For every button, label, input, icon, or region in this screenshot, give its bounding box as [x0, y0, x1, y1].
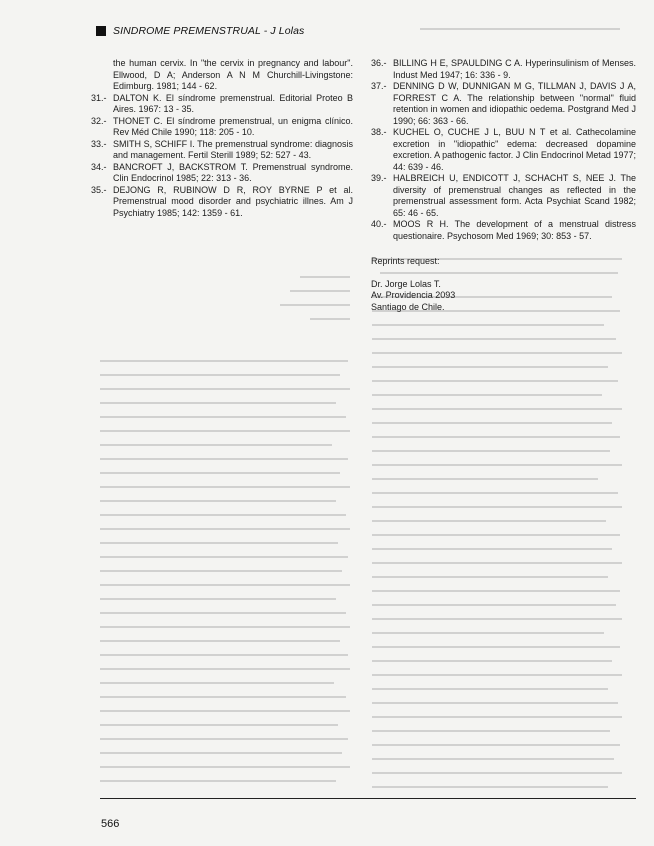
reference-item	[91, 162, 353, 185]
reference-text: BILLING H E, SPAULDING C A. Hyperinsulinism of Menses. Indust Med 1947; 16: 336 - 9.	[393, 58, 636, 80]
reference-number: 38.-	[371, 127, 387, 137]
reference-number: 31.-	[91, 92, 107, 103]
reference-text: BANCROFT J, BACKSTROM T. Premenstrual syndrome. Clin Endocrinol 1985; 22: 313 - 36.	[113, 161, 353, 183]
running-header-title: SINDROME PREMENSTRUAL - J Lolas	[113, 25, 305, 37]
page-number: 566	[101, 818, 120, 830]
running-header	[96, 24, 304, 38]
reference-text: DEJONG R, RUBINOW D R, ROY BYRNE P et al. Premenstrual mood disorder and psychiatric illnes. Am J Psychiatry 1985; 142: 1359 - 61.	[113, 184, 353, 218]
reference-item	[91, 185, 353, 220]
reference-text: the human cervix. In "the cervix in pregnancy and labour". Ellwood, D A; Anderson A N M Churchill-Livingstone: Edimburg. 1981; 144 - 62.	[113, 58, 353, 91]
header-square-mark	[96, 26, 106, 36]
references-right-column	[371, 58, 636, 313]
reference-item	[371, 219, 636, 242]
reference-text: DALTON K. El síndrome premenstrual. Editorial Proteo B Aires. 1967: 13 - 35.	[113, 92, 353, 114]
reference-text: KUCHEL O, CUCHE J L, BUU N T et al. Cathecolamine excretion in "idiopathic" edema: decreased dopamine excretion. A pathogenic factor. J Clin Endocrinol Metad 1977; 44: 639 - 46.	[393, 127, 636, 172]
reference-item	[371, 127, 636, 173]
reference-number: 35.-	[91, 184, 107, 195]
footer-rule	[100, 798, 636, 799]
reference-text: MOOS R H. The development of a menstrual distress questionaire. Psychosom Med 1969; 30: 853 - 57.	[393, 219, 636, 241]
reference-number: 40.-	[371, 219, 387, 229]
reference-continued	[91, 58, 353, 93]
reference-item	[91, 139, 353, 162]
reference-number: 39.-	[371, 173, 387, 183]
reprints-address	[371, 279, 636, 314]
reprints-heading: Reprints request:	[371, 256, 440, 266]
address-street: Av. Providencia 2093	[371, 290, 456, 300]
reference-number: 37.-	[371, 81, 387, 91]
address-city: Santiago de Chile.	[371, 301, 445, 312]
reference-text: DENNING D W, DUNNIGAN M G, TILLMAN J, DAVIS J A, FORREST C A. The relationship between "normal" fluid retention in women and idiopathic oedema. Postgrand Med J 1990; 66: 363 - 66.	[393, 81, 636, 126]
reference-text: SMITH S, SCHIFF I. The premenstrual syndrome: diagnosis and management. Fertil Sterill 1989; 52: 527 - 43.	[113, 138, 353, 160]
reference-item	[371, 173, 636, 219]
reference-text: THONET C. El síndrome premenstrual, un enigma clínico. Rev Méd Chile 1990; 118: 205 - 10.	[113, 115, 353, 137]
reference-item	[91, 93, 353, 116]
address-name: Dr. Jorge Lolas T.	[371, 278, 441, 289]
reference-item	[91, 116, 353, 139]
reference-number: 34.-	[91, 161, 107, 172]
reference-number: 36.-	[371, 58, 387, 68]
reference-text: HALBREICH U, ENDICOTT J, SCHACHT S, NEE J. The diversity of premenstrual changes as reflected in the premenstrual assessment form. Acta Psychiat Scand 1982; 65: 46 - 65.	[393, 173, 636, 218]
references-left-column	[91, 58, 353, 219]
reference-item	[371, 81, 636, 127]
reference-item	[371, 58, 636, 81]
reference-number: 32.-	[91, 115, 107, 126]
reference-number: 33.-	[91, 138, 107, 149]
